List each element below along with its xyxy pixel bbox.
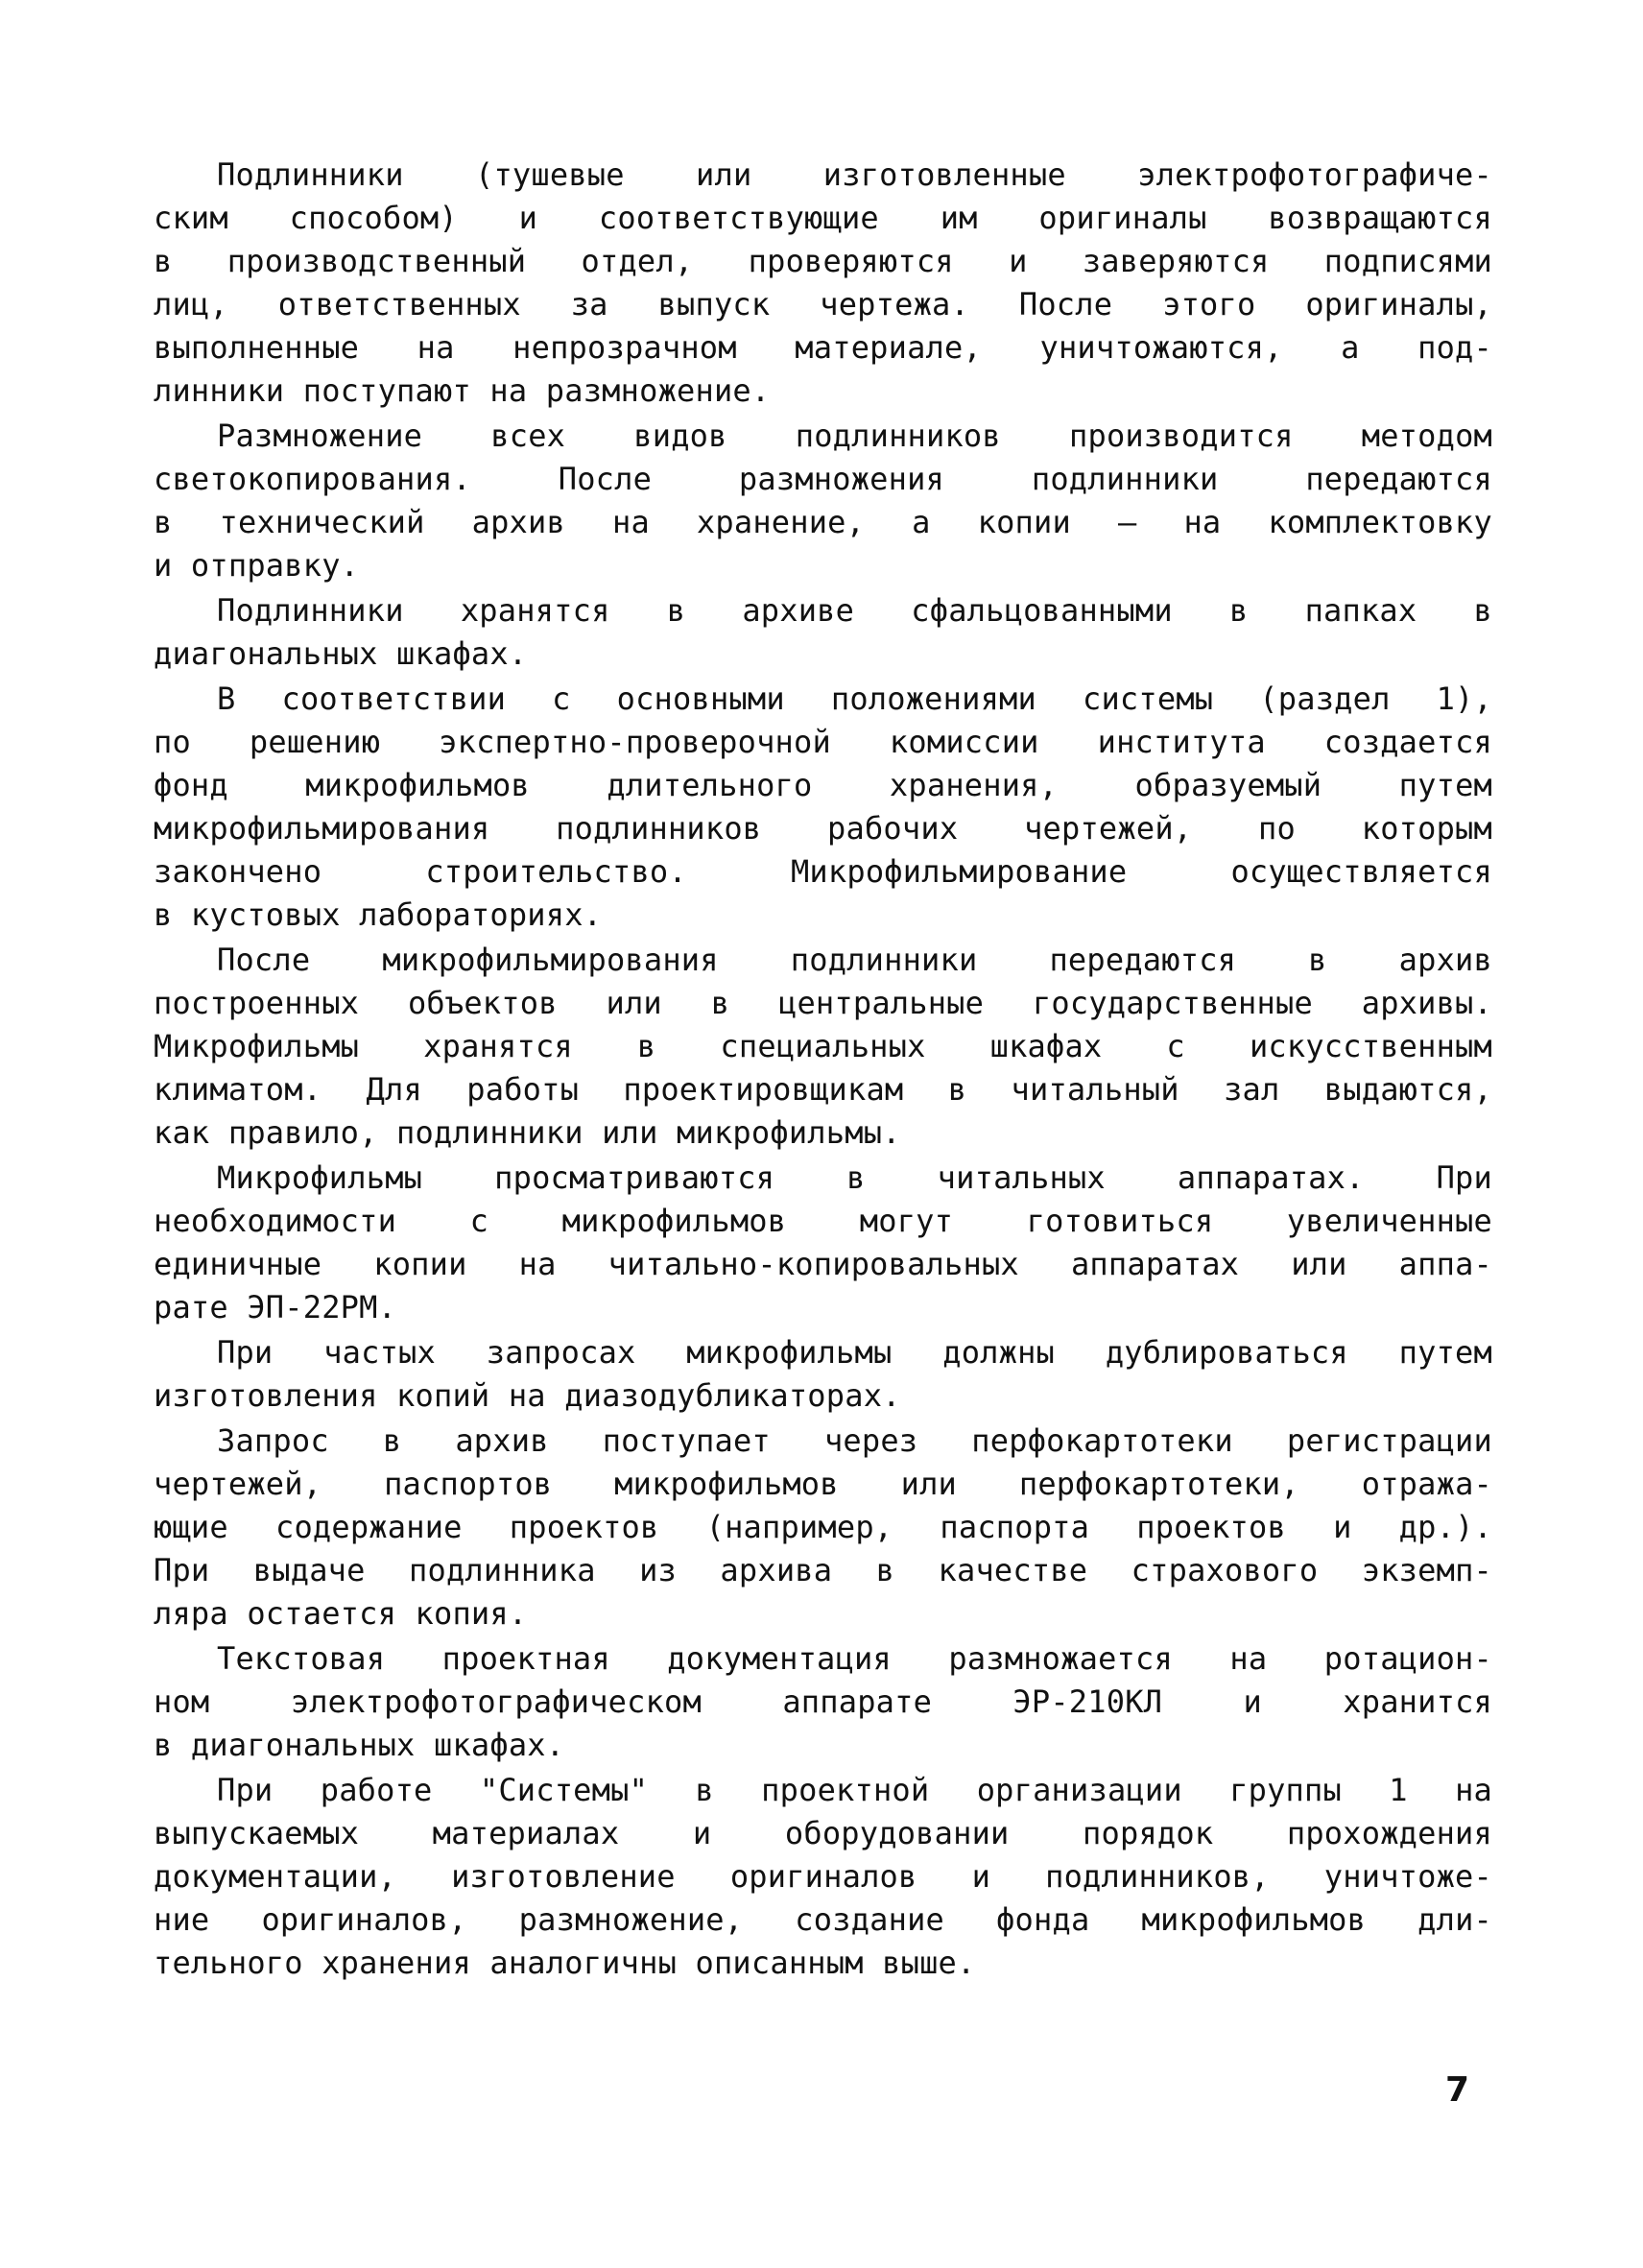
text-line: в диагональных шкафах. — [154, 1727, 565, 1763]
paragraph — [154, 1157, 1492, 1329]
text-line: Запрос в архив поступает через перфокартотеки регистрации — [217, 1422, 1492, 1459]
text-line: В соответствии с основными положениями системы (раздел 1), — [217, 680, 1492, 717]
text-line: климатом. Для работы проектировщикам в читальный зал выдаются, — [154, 1071, 1492, 1108]
text-line: Микрофильмы просматриваются в читальных аппаратах. При — [217, 1159, 1492, 1196]
text-line: При работе "Системы" в проектной организации группы 1 на — [217, 1772, 1492, 1808]
text-line: закончено строительство. Микрофильмирование осуществляется — [154, 853, 1492, 890]
paragraph — [154, 1769, 1492, 1985]
text-line: построенных объектов или в центральные государственные архивы. — [154, 985, 1492, 1021]
text-line: ние оригиналов, размножение, создание фонда микрофильмов дли- — [154, 1901, 1492, 1938]
text-line: После микрофильмирования подлинники передаются в архив — [217, 942, 1492, 978]
text-line: линники поступают на размножение. — [154, 372, 771, 409]
paragraph — [154, 1420, 1492, 1635]
text-line: как правило, подлинники или микрофильмы. — [154, 1114, 901, 1151]
text-line: Микрофильмы хранятся в специальных шкафах с искусственным — [154, 1028, 1492, 1064]
text-line: единичные копии на читально-копировальных аппаратах или аппа- — [154, 1246, 1492, 1282]
text-line: ляра остается копия. — [154, 1595, 528, 1632]
text-line: в технический архив на хранение, а копии – на комплектовку — [154, 504, 1492, 540]
text-line: и отправку. — [154, 547, 360, 584]
text-line: ном электрофотографическом аппарате ЭР-210КЛ и хранится — [154, 1683, 1492, 1720]
paragraph — [154, 678, 1492, 937]
paragraph — [154, 589, 1492, 676]
text-line: рате ЭП-22РМ. — [154, 1289, 397, 1325]
paragraph — [154, 939, 1492, 1155]
text-line: чертежей, паспортов микрофильмов или перфокартотеки, отража- — [154, 1466, 1492, 1502]
text-line: фонд микрофильмов длительного хранения, образуемый путем — [154, 767, 1492, 803]
text-line: Подлинники (тушевые или изготовленные электрофотографиче- — [217, 156, 1492, 193]
text-line: тельного хранения аналогичны описанным выше. — [154, 1945, 976, 1981]
text-line: При выдаче подлинника из архива в качестве страхового экземп- — [154, 1552, 1492, 1588]
text-line: диагональных шкафах. — [154, 635, 528, 672]
text-line: микрофильмирования подлинников рабочих чертежей, по которым — [154, 810, 1492, 847]
text-line: ским способом) и соответствующие им оригиналы возвращаются — [154, 200, 1492, 236]
text-line: Подлинники хранятся в архиве сфальцованными в папках в — [217, 592, 1492, 629]
text-line: по решению экспертно-проверочной комиссии института создается — [154, 724, 1492, 760]
paragraph — [154, 1331, 1492, 1418]
text-line: в производственный отдел, проверяются и заверяются подписями — [154, 243, 1492, 279]
page-number: 7 — [1445, 2070, 1470, 2110]
text-line: светокопирования. После размножения подлинники передаются — [154, 461, 1492, 497]
text-line: лиц, ответственных за выпуск чертежа. После этого оригиналы, — [154, 286, 1492, 322]
paragraph — [154, 154, 1492, 413]
text-line: При частых запросах микрофильмы должны дублироваться путем — [217, 1334, 1492, 1371]
paragraph — [154, 1637, 1492, 1767]
text-line: в кустовых лабораториях. — [154, 896, 603, 933]
text-line: необходимости с микрофильмов могут готовиться увеличенные — [154, 1203, 1492, 1239]
body-text — [154, 154, 1492, 1987]
text-line: изготовления копий на диазодубликаторах. — [154, 1377, 901, 1414]
text-line: выпускаемых материалах и оборудовании порядок прохождения — [154, 1815, 1492, 1851]
text-line: ющие содержание проектов (например, паспорта проектов и др.). — [154, 1509, 1492, 1545]
text-line: Размножение всех видов подлинников производится методом — [217, 418, 1492, 454]
paragraph — [154, 415, 1492, 587]
text-line: документации, изготовление оригиналов и подлинников, уничтоже- — [154, 1858, 1492, 1895]
text-line: выполненные на непрозрачном материале, уничтожаются, а под- — [154, 329, 1492, 366]
text-line: Текстовая проектная документация размножается на ротацион- — [217, 1640, 1492, 1677]
